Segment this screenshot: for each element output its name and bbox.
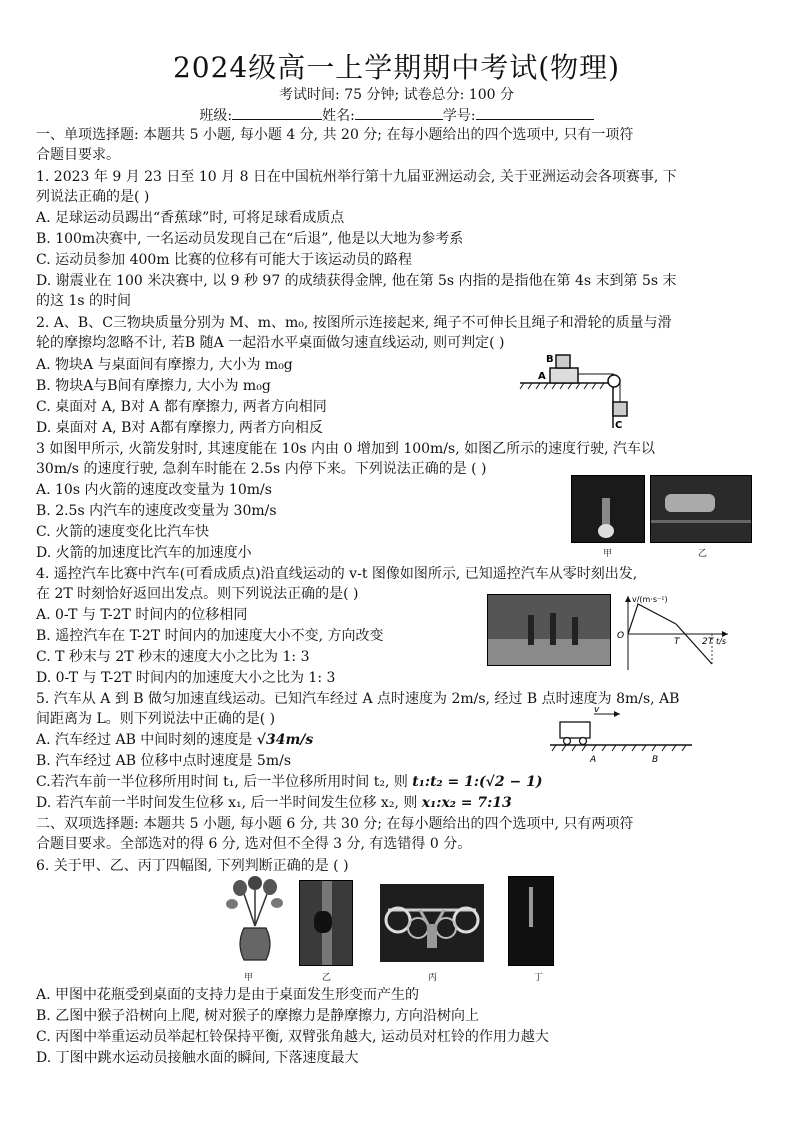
q4-option-a: A. 0-T 与 T-2T 时间内的位移相同 xyxy=(36,607,248,623)
q5-d-math: x₁:x₂ = 7:13 xyxy=(421,795,512,811)
q2-option-b: B. 物块A与B间有摩擦力, 大小为 m₀g xyxy=(36,378,271,394)
q6-option-c: C. 丙图中举重运动员举起杠铃保持平衡, 双臂张角越大, 运动员对杠铃的作用力越大 xyxy=(36,1029,549,1045)
rocket-photo xyxy=(571,475,645,543)
section2-heading: 二、双项选择题: 本题共 5 小题, 每小题 6 分, 共 30 分; 在每小题给出的四个选项中, 只有两项符 xyxy=(36,816,634,832)
fig-label-diver: 丁 xyxy=(534,973,544,983)
q5-option-a: A. 汽车经过 AB 中间时刻的速度是 √34m/s xyxy=(36,732,314,748)
q6-stem: 6. 关于甲、乙、丙丁四幅图, 下列判断正确的是 ( ) xyxy=(36,858,349,874)
q5-stem: 5. 汽车从 A 到 B 做匀加速直线运动。已知汽车经过 A 点时速度为 2m/s, 经过 B 点时速度为 8m/s, AB xyxy=(36,691,680,707)
id-blank xyxy=(476,105,594,120)
vt-line-segment xyxy=(628,604,676,634)
q4-option-b: B. 遥控汽车在 T-2T 时间内的加速度大小不变, 方向改变 xyxy=(36,628,384,644)
q5-car-figure xyxy=(546,704,696,766)
q4-stem: 4. 遥控汽车比赛中汽车(可看成质点)沿直线运动的 v-t 图像如图所示, 已知遥控汽车从零时刻出发, xyxy=(36,566,638,582)
car-photo xyxy=(650,475,752,543)
q5-c-math: t₁:t₂ = 1:(√2 − 1) xyxy=(412,774,543,790)
q2-pulley-figure xyxy=(518,350,638,432)
q1-option-d: D. 谢震业在 100 米决赛中, 以 9 秒 97 的成绩获得金牌, 他在第 5s 内指的是指他在第 4s 末到第 5s 末 xyxy=(36,273,677,289)
class-blank xyxy=(232,105,322,120)
graph-ylabel: v/(m·s⁻¹) xyxy=(632,595,668,604)
q5-stem-cont: 间距离为 L。则下列说法中正确的是( ) xyxy=(36,711,276,727)
q6-option-d: D. 丁图中跳水运动员接触水面的瞬间, 下落速度最大 xyxy=(36,1050,359,1066)
name-label: 姓名: xyxy=(322,108,355,124)
fig-label-monkey: 乙 xyxy=(322,973,332,983)
q4-vt-graph xyxy=(616,592,736,672)
exam-info: 考试时间: 75 分钟; 试卷总分: 100 分 xyxy=(279,87,514,103)
fig-label-jia: 甲 xyxy=(603,549,613,559)
q2-stem: 2. A、B、C三物块质量分别为 M、m、m₀, 按图所示连接起来, 绳子不可伸长且绳子和滑轮的质量与滑 xyxy=(36,315,672,331)
q1-option-d-cont: 的这 1s 的时间 xyxy=(36,293,131,309)
q1-stem-cont: 列说法正确的是( ) xyxy=(36,189,150,205)
q4-stem-cont: 在 2T 时刻恰好返回出发点。则下列说法正确的是( ) xyxy=(36,586,359,602)
q3-option-b: B. 2.5s 内汽车的速度改变量为 30m/s xyxy=(36,503,277,519)
section1-heading-cont: 合题目要求。 xyxy=(36,147,120,163)
pulley-icon xyxy=(608,375,620,387)
fig-label-v: v xyxy=(594,705,600,715)
q4-option-d: D. 0-T 与 T-2T 时间内的加速度大小之比为 1: 3 xyxy=(36,670,336,686)
car-body-icon xyxy=(560,722,590,738)
q6-option-b: B. 乙图中猴子沿树向上爬, 树对猴子的摩擦力是静摩擦力, 方向沿树向上 xyxy=(36,1008,479,1024)
block-a xyxy=(550,368,578,383)
class-label: 班级: xyxy=(199,108,233,124)
q1-option-a: A. 足球运动员踢出“香蕉球”时, 可将足球看成质点 xyxy=(36,210,345,226)
q1-option-b: B. 100m决赛中, 一名运动员发现自己在“后退”, 他是以大地为参考系 xyxy=(36,231,464,247)
q5-option-b: B. 汽车经过 AB 位移中点时速度是 5m/s xyxy=(36,753,292,769)
q3-option-d: D. 火箭的加速度比汽车的加速度小 xyxy=(36,545,252,561)
fig-label-vase: 甲 xyxy=(244,973,254,983)
q3-option-a: A. 10s 内火箭的速度改变量为 10m/s xyxy=(36,482,272,498)
q3-option-c: C. 火箭的速度变化比汽车快 xyxy=(36,524,210,540)
monkey-tree-photo xyxy=(299,880,353,966)
student-info-row xyxy=(0,105,793,125)
graph-2t-label: 2T xyxy=(702,637,714,647)
block-b xyxy=(556,355,570,368)
fig-label-c: C xyxy=(615,420,623,431)
q1-stem: 1. 2023 年 9 月 23 日至 10 月 8 日在中国杭州举行第十九届亚洲运动会, 关于亚洲运动会各项赛事, 下 xyxy=(36,169,677,185)
q3-stem: 3 如图甲所示, 火箭发射时, 其速度能在 10s 内由 0 增加到 100m/s, 如图乙所示的速度行驶, 汽车以 xyxy=(36,441,656,457)
q5-option-c: C.若汽车前一半位移所用时间 t₁, 后一半位移所用时间 t₂, 则 t₁:t₂ = 1:(√2 − 1) xyxy=(36,774,543,790)
q2-stem-cont: 轮的摩擦均忽略不计, 若B 随A 一起沿水平桌面做匀速直线运动, 则可判定( ) xyxy=(36,335,505,351)
q5-a-math: √34m/s xyxy=(256,732,314,748)
graph-xlabel: t/s xyxy=(716,637,726,646)
q2-option-d: D. 桌面对 A, B对 A都有摩擦力, 两者方向相反 xyxy=(36,420,323,436)
id-label: 学号: xyxy=(442,108,476,124)
graph-t-label: T xyxy=(674,637,680,647)
q2-option-a: A. 物块A 与桌面间有摩擦力, 大小为 m₀g xyxy=(36,357,293,373)
diver-photo xyxy=(508,876,554,966)
fig-label-b-point: B xyxy=(652,755,659,765)
q5-option-d: D. 若汽车前一半时间发生位移 x₁, 后一半时间发生位移 x₂, 则 x₁:x₂ = 7:13 xyxy=(36,795,512,811)
fig-label-yi: 乙 xyxy=(698,549,708,559)
q1-option-c: C. 运动员参加 400m 比赛的位移有可能大于该运动员的路程 xyxy=(36,252,413,268)
q6-option-a: A. 甲图中花瓶受到桌面的支持力是由于桌面发生形变而产生的 xyxy=(36,987,420,1003)
graph-origin: O xyxy=(617,631,625,641)
fig-label-b: B xyxy=(546,354,554,365)
q4-option-c: C. T 秒末与 2T 秒末的速度大小之比为 1: 3 xyxy=(36,649,310,665)
fig-label-weightlifter: 丙 xyxy=(428,973,438,983)
block-c xyxy=(613,402,627,416)
name-blank xyxy=(355,105,443,120)
section2-heading-cont: 合题目要求。全部选对的得 6 分, 选对但不全得 3 分, 有选错得 0 分。 xyxy=(36,836,472,852)
section1-heading: 一、单项选择题: 本题共 5 小题, 每小题 4 分, 共 20 分; 在每小题给出的四个选项中, 只有一项符 xyxy=(36,127,634,143)
rc-car-photo xyxy=(487,594,611,666)
q2-option-c: C. 桌面对 A, B对 A 都有摩擦力, 两者方向相同 xyxy=(36,399,327,415)
fig-label-a-point: A xyxy=(590,755,597,765)
exam-title: 2024级高一上学期期中考试(物理) xyxy=(172,51,621,84)
q3-stem-cont: 30m/s 的速度行驶, 急刹车时能在 2.5s 内停下来。下列说法正确的是 ( ) xyxy=(36,461,487,477)
vase-photo xyxy=(222,876,288,966)
fig-label-a: A xyxy=(538,371,546,382)
weightlifter-photo xyxy=(380,884,484,962)
